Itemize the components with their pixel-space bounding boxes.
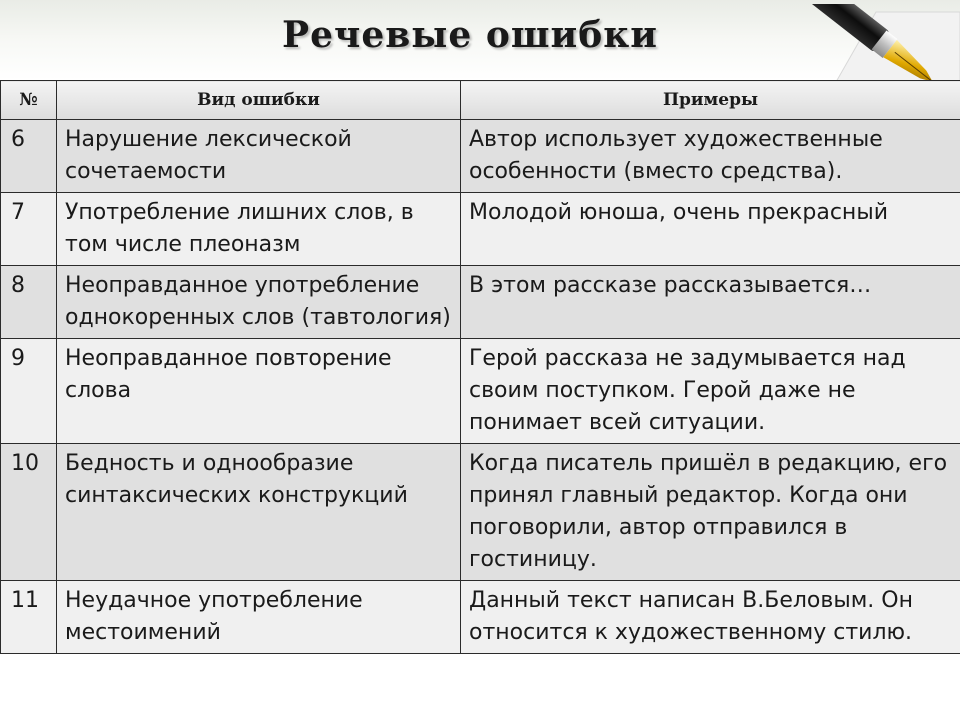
- speech-errors-table: [0, 80, 960, 654]
- header-error-type: Вид ошибки: [57, 81, 461, 120]
- error-type-cell: Употребление лишних слов, в том числе плеоназм: [57, 193, 461, 266]
- table-row: [1, 581, 960, 654]
- table-row: [1, 266, 960, 339]
- example-cell: Герой рассказа не задумывается над своим поступком. Герой даже не понимает всей ситуации.: [461, 339, 960, 444]
- error-type-cell: Неоправданное употребление однокоренных слов (тавтология): [57, 266, 461, 339]
- error-type-cell: Нарушение лексической сочетаемости: [57, 120, 461, 193]
- fountain-pen-icon: [806, 4, 960, 82]
- error-type-cell: Бедность и однообразие синтаксических конструкций: [57, 444, 461, 581]
- table-row: [1, 120, 960, 193]
- example-cell: Автор использует художественные особенности (вместо средства).: [461, 120, 960, 193]
- example-cell: Данный текст написан В.Беловым. Он относится к художественному стилю.: [461, 581, 960, 654]
- row-number: 10: [1, 444, 57, 581]
- error-type-cell: Неудачное употребление местоимений: [57, 581, 461, 654]
- row-number: 8: [1, 266, 57, 339]
- table-row: [1, 339, 960, 444]
- example-cell: В этом рассказе рассказывается…: [461, 266, 960, 339]
- row-number: 6: [1, 120, 57, 193]
- row-number: 7: [1, 193, 57, 266]
- row-number: 9: [1, 339, 57, 444]
- table-row: [1, 444, 960, 581]
- example-cell: Когда писатель пришёл в редакцию, его принял главный редактор. Когда они поговорили, автор отправился в гостиницу.: [461, 444, 960, 581]
- header-number: №: [1, 81, 57, 120]
- table-header-row: [1, 81, 960, 120]
- table-row: [1, 193, 960, 266]
- example-cell: Молодой юноша, очень прекрасный: [461, 193, 960, 266]
- error-type-cell: Неоправданное повторение слова: [57, 339, 461, 444]
- page-title: Речевые ошибки: [282, 14, 658, 56]
- header-examples: Примеры: [461, 81, 960, 120]
- row-number: 11: [1, 581, 57, 654]
